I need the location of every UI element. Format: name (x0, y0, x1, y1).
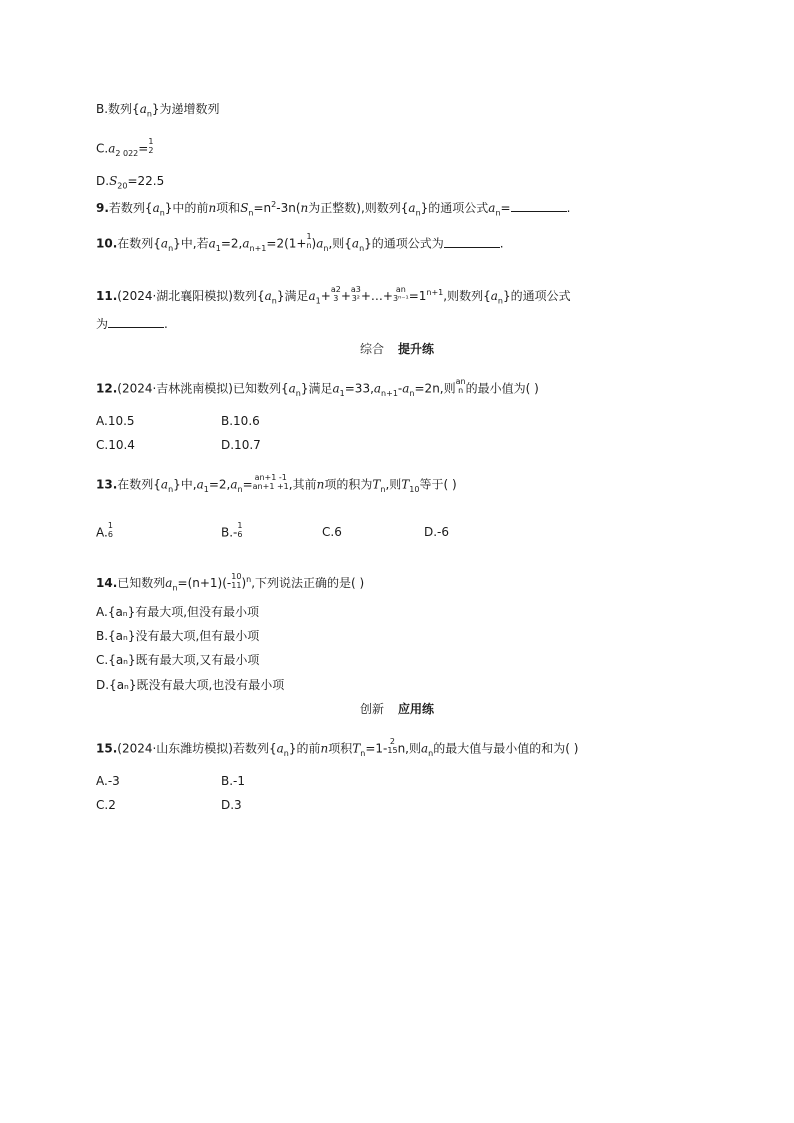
q12-option-d[interactable]: D.10.7 (221, 438, 261, 452)
q13-option-b[interactable] (221, 521, 243, 542)
text: =1 (408, 289, 427, 303)
q13-option-d[interactable]: D.-6 (424, 525, 450, 539)
text: 项的积为 (324, 477, 373, 492)
fraction (231, 572, 241, 590)
text: ) (241, 576, 247, 590)
text: 为 (96, 317, 109, 331)
sub: n (415, 208, 421, 218)
answer-blank[interactable] (511, 201, 567, 212)
text: 在数列{ (117, 477, 161, 492)
section-title: 应用练 (398, 702, 435, 716)
section-label: 创新 (359, 702, 384, 716)
text: = (242, 477, 253, 492)
text: }中的前 (164, 201, 209, 215)
text: 在数列{ (117, 236, 161, 251)
text: + (320, 289, 331, 303)
q14-option-c[interactable]: C.{aₙ}既有最大项,又有最小项 (96, 653, 260, 667)
frac-num: 1 (148, 137, 154, 146)
q13-option-c[interactable]: C.6 (322, 525, 342, 539)
question-11-line2 (96, 316, 168, 332)
text: }的通项公式 (502, 289, 571, 303)
frac-den: n (458, 386, 464, 395)
text: = (138, 141, 149, 156)
sub: n (168, 243, 174, 253)
fraction (387, 737, 397, 755)
frac-den: an+1 +1 (252, 482, 289, 491)
q12-option-b[interactable]: B.10.6 (221, 414, 260, 428)
question-number: 13. (96, 477, 118, 492)
fraction (331, 285, 341, 303)
text: ,则 (385, 477, 402, 492)
var: T (352, 741, 361, 756)
text: =33, (344, 381, 374, 396)
sub: n (271, 296, 277, 306)
text: 的最大值与最小值的和为( ) (433, 741, 579, 756)
sub: n (248, 208, 254, 218)
q13-option-a[interactable] (96, 521, 113, 542)
var: n (320, 741, 329, 756)
text: =(n+1)(- (177, 576, 232, 590)
text: . (499, 236, 504, 251)
var: a (208, 236, 216, 251)
frac-num: an+1 -1 (254, 473, 287, 482)
var: a (316, 236, 324, 251)
question-number: 14. (96, 576, 118, 590)
fraction (306, 232, 311, 250)
text: }的通项公式为 (364, 236, 444, 251)
question-14 (96, 572, 364, 596)
text: =2, (208, 477, 231, 492)
var: a (351, 236, 360, 251)
frac-num: 10 (231, 571, 242, 581)
sup: n+1 (426, 288, 444, 297)
question-12 (96, 377, 539, 402)
var: a (420, 741, 429, 756)
text: ,下列说法正确的是( ) (251, 576, 365, 590)
sup: n (246, 575, 252, 584)
frac-den: 2 (148, 146, 154, 155)
text: B.- (221, 525, 238, 540)
sub: n (380, 484, 386, 494)
text: (2024·湖北襄阳模拟)数列{ (117, 289, 265, 303)
var: a (402, 381, 410, 396)
var: a (488, 201, 496, 215)
text: 已知数列 (117, 576, 166, 590)
sub: 1 (203, 484, 209, 494)
text: 若数列{ (108, 201, 153, 215)
sub: 1 (339, 388, 345, 398)
sub: n (360, 748, 366, 758)
sub: n (172, 583, 178, 593)
var: a (139, 102, 147, 116)
var: S (109, 174, 118, 188)
text: 等于( ) (419, 477, 457, 492)
text: . (566, 201, 571, 215)
option-d-line (96, 173, 164, 194)
fraction (393, 285, 409, 303)
var: S (240, 201, 249, 215)
var: a (408, 201, 416, 215)
var: a (196, 477, 204, 492)
text: + (340, 289, 351, 303)
sub: 2 022 (115, 148, 139, 158)
sub: n (168, 484, 174, 494)
sub: n (428, 748, 434, 758)
frac-den: 3ⁿ⁻¹ (392, 293, 409, 303)
sub: 10 (409, 484, 420, 494)
text: 项积 (328, 741, 353, 756)
var: a (152, 201, 160, 215)
text: 的最小值为( ) (465, 381, 539, 396)
sub: n (497, 296, 503, 306)
text: =n (253, 201, 272, 215)
text: A. (96, 525, 108, 540)
frac-num: 1 (107, 521, 113, 530)
text: 项和 (216, 201, 241, 215)
text: }满足 (300, 381, 333, 396)
q15-option-d[interactable]: D.3 (221, 798, 242, 812)
var: n (316, 477, 325, 492)
sub: n (323, 243, 329, 253)
q15-option-a[interactable]: A.-3 (96, 774, 120, 788)
q12-option-c[interactable]: C.10.4 (96, 438, 135, 452)
var: a (108, 141, 116, 156)
frac-num: 1 (237, 521, 243, 530)
var: a (160, 477, 169, 492)
frac-num: an (455, 377, 466, 386)
fraction (237, 521, 242, 539)
frac-num: a3 (350, 284, 361, 294)
fraction (456, 377, 466, 395)
question-13 (96, 473, 457, 498)
sub: n (146, 109, 152, 119)
text: - (397, 381, 403, 396)
q14-option-d[interactable]: D.{aₙ}既没有最大项,也没有最小项 (96, 678, 285, 692)
question-11 (96, 285, 571, 309)
q14-option-a[interactable]: A.{aₙ}有最大项,但没有最小项 (96, 605, 260, 619)
section-header-comprehensive (0, 340, 794, 357)
fraction (351, 285, 361, 303)
var: n (300, 201, 309, 215)
var: a (373, 381, 382, 396)
frac-den: n (306, 241, 312, 250)
frac-num: an (395, 284, 406, 294)
text: }的通项公式 (420, 201, 489, 215)
sub: n+1 (381, 388, 398, 398)
option-b-line (96, 101, 220, 122)
sub: n (495, 208, 501, 218)
sub: n (283, 748, 289, 758)
question-15 (96, 737, 579, 762)
var: a (242, 236, 250, 251)
frac-den: 3 (333, 293, 339, 303)
question-10 (96, 232, 504, 257)
frac-den: 11 (231, 580, 242, 590)
q12-option-a[interactable]: A.10.5 (96, 414, 135, 428)
var: a (264, 289, 272, 303)
question-9 (96, 197, 570, 221)
var: T (372, 477, 381, 492)
text: }中, (173, 477, 197, 492)
text: =22.5 (127, 174, 165, 188)
frac-num: 1 (306, 232, 312, 241)
sub: 1 (315, 296, 321, 306)
text: -3n( (276, 201, 301, 215)
sup: 2 (271, 200, 277, 209)
question-number: 11. (96, 289, 118, 303)
var: a (288, 381, 296, 396)
var: a (160, 236, 169, 251)
sub: n (159, 208, 165, 218)
fraction (108, 521, 113, 539)
text: C. (96, 141, 109, 156)
var: a (230, 477, 238, 492)
text: B.数列{ (96, 102, 140, 116)
text: =2(1+ (266, 236, 307, 251)
fraction (253, 473, 289, 491)
text: ,则{ (328, 236, 352, 251)
answer-blank[interactable] (108, 317, 164, 328)
sub: 20 (117, 181, 128, 191)
var: a (165, 576, 173, 590)
text: ,其前 (288, 477, 317, 492)
text: }中,若 (173, 236, 209, 251)
q14-option-b[interactable]: B.{aₙ}没有最大项,但有最小项 (96, 629, 260, 643)
text: n,则 (397, 741, 421, 756)
section-title: 提升练 (398, 342, 435, 356)
var: a (490, 289, 498, 303)
text: }的前 (288, 741, 321, 756)
text: =2, (220, 236, 243, 251)
text: }为递增数列 (151, 102, 220, 116)
answer-blank[interactable] (444, 237, 500, 248)
var: a (276, 741, 284, 756)
section-label: 综合 (359, 342, 384, 356)
text: D. (96, 174, 110, 188)
frac-num: a2 (330, 284, 341, 294)
question-number: 12. (96, 381, 118, 396)
q15-option-c[interactable]: C.2 (96, 798, 116, 812)
fraction (148, 137, 153, 155)
var: T (401, 477, 410, 492)
text: = (500, 201, 511, 215)
question-number: 15. (96, 741, 118, 756)
text: =2n,则 (414, 381, 456, 396)
sub: n (295, 388, 301, 398)
text: ,则数列{ (443, 289, 491, 303)
text: }满足 (276, 289, 309, 303)
sub: n (409, 388, 415, 398)
frac-den: 6 (107, 530, 113, 539)
question-number: 9. (96, 201, 109, 215)
text: =1- (365, 741, 388, 756)
text: ) (311, 236, 317, 251)
frac-den: 3² (351, 293, 361, 303)
var: a (308, 289, 316, 303)
frac-den: 6 (237, 530, 243, 539)
var: n (208, 201, 217, 215)
frac-den: 15 (387, 746, 398, 755)
option-c-line (96, 137, 154, 162)
text: (2024·吉林洮南模拟)已知数列{ (117, 381, 289, 396)
var: a (332, 381, 340, 396)
q15-option-b[interactable]: B.-1 (221, 774, 246, 788)
text: +…+ (360, 289, 393, 303)
sub: n (359, 243, 365, 253)
sub: n (237, 484, 243, 494)
frac-num: 2 (389, 737, 396, 746)
question-number: 10. (96, 236, 118, 251)
section-header-innovation (0, 700, 794, 717)
text: . (164, 317, 168, 331)
text: (2024·山东潍坊模拟)若数列{ (117, 741, 277, 756)
text: 为正整数),则数列{ (308, 201, 409, 215)
sub: n+1 (249, 243, 267, 253)
sub: 1 (215, 243, 221, 253)
